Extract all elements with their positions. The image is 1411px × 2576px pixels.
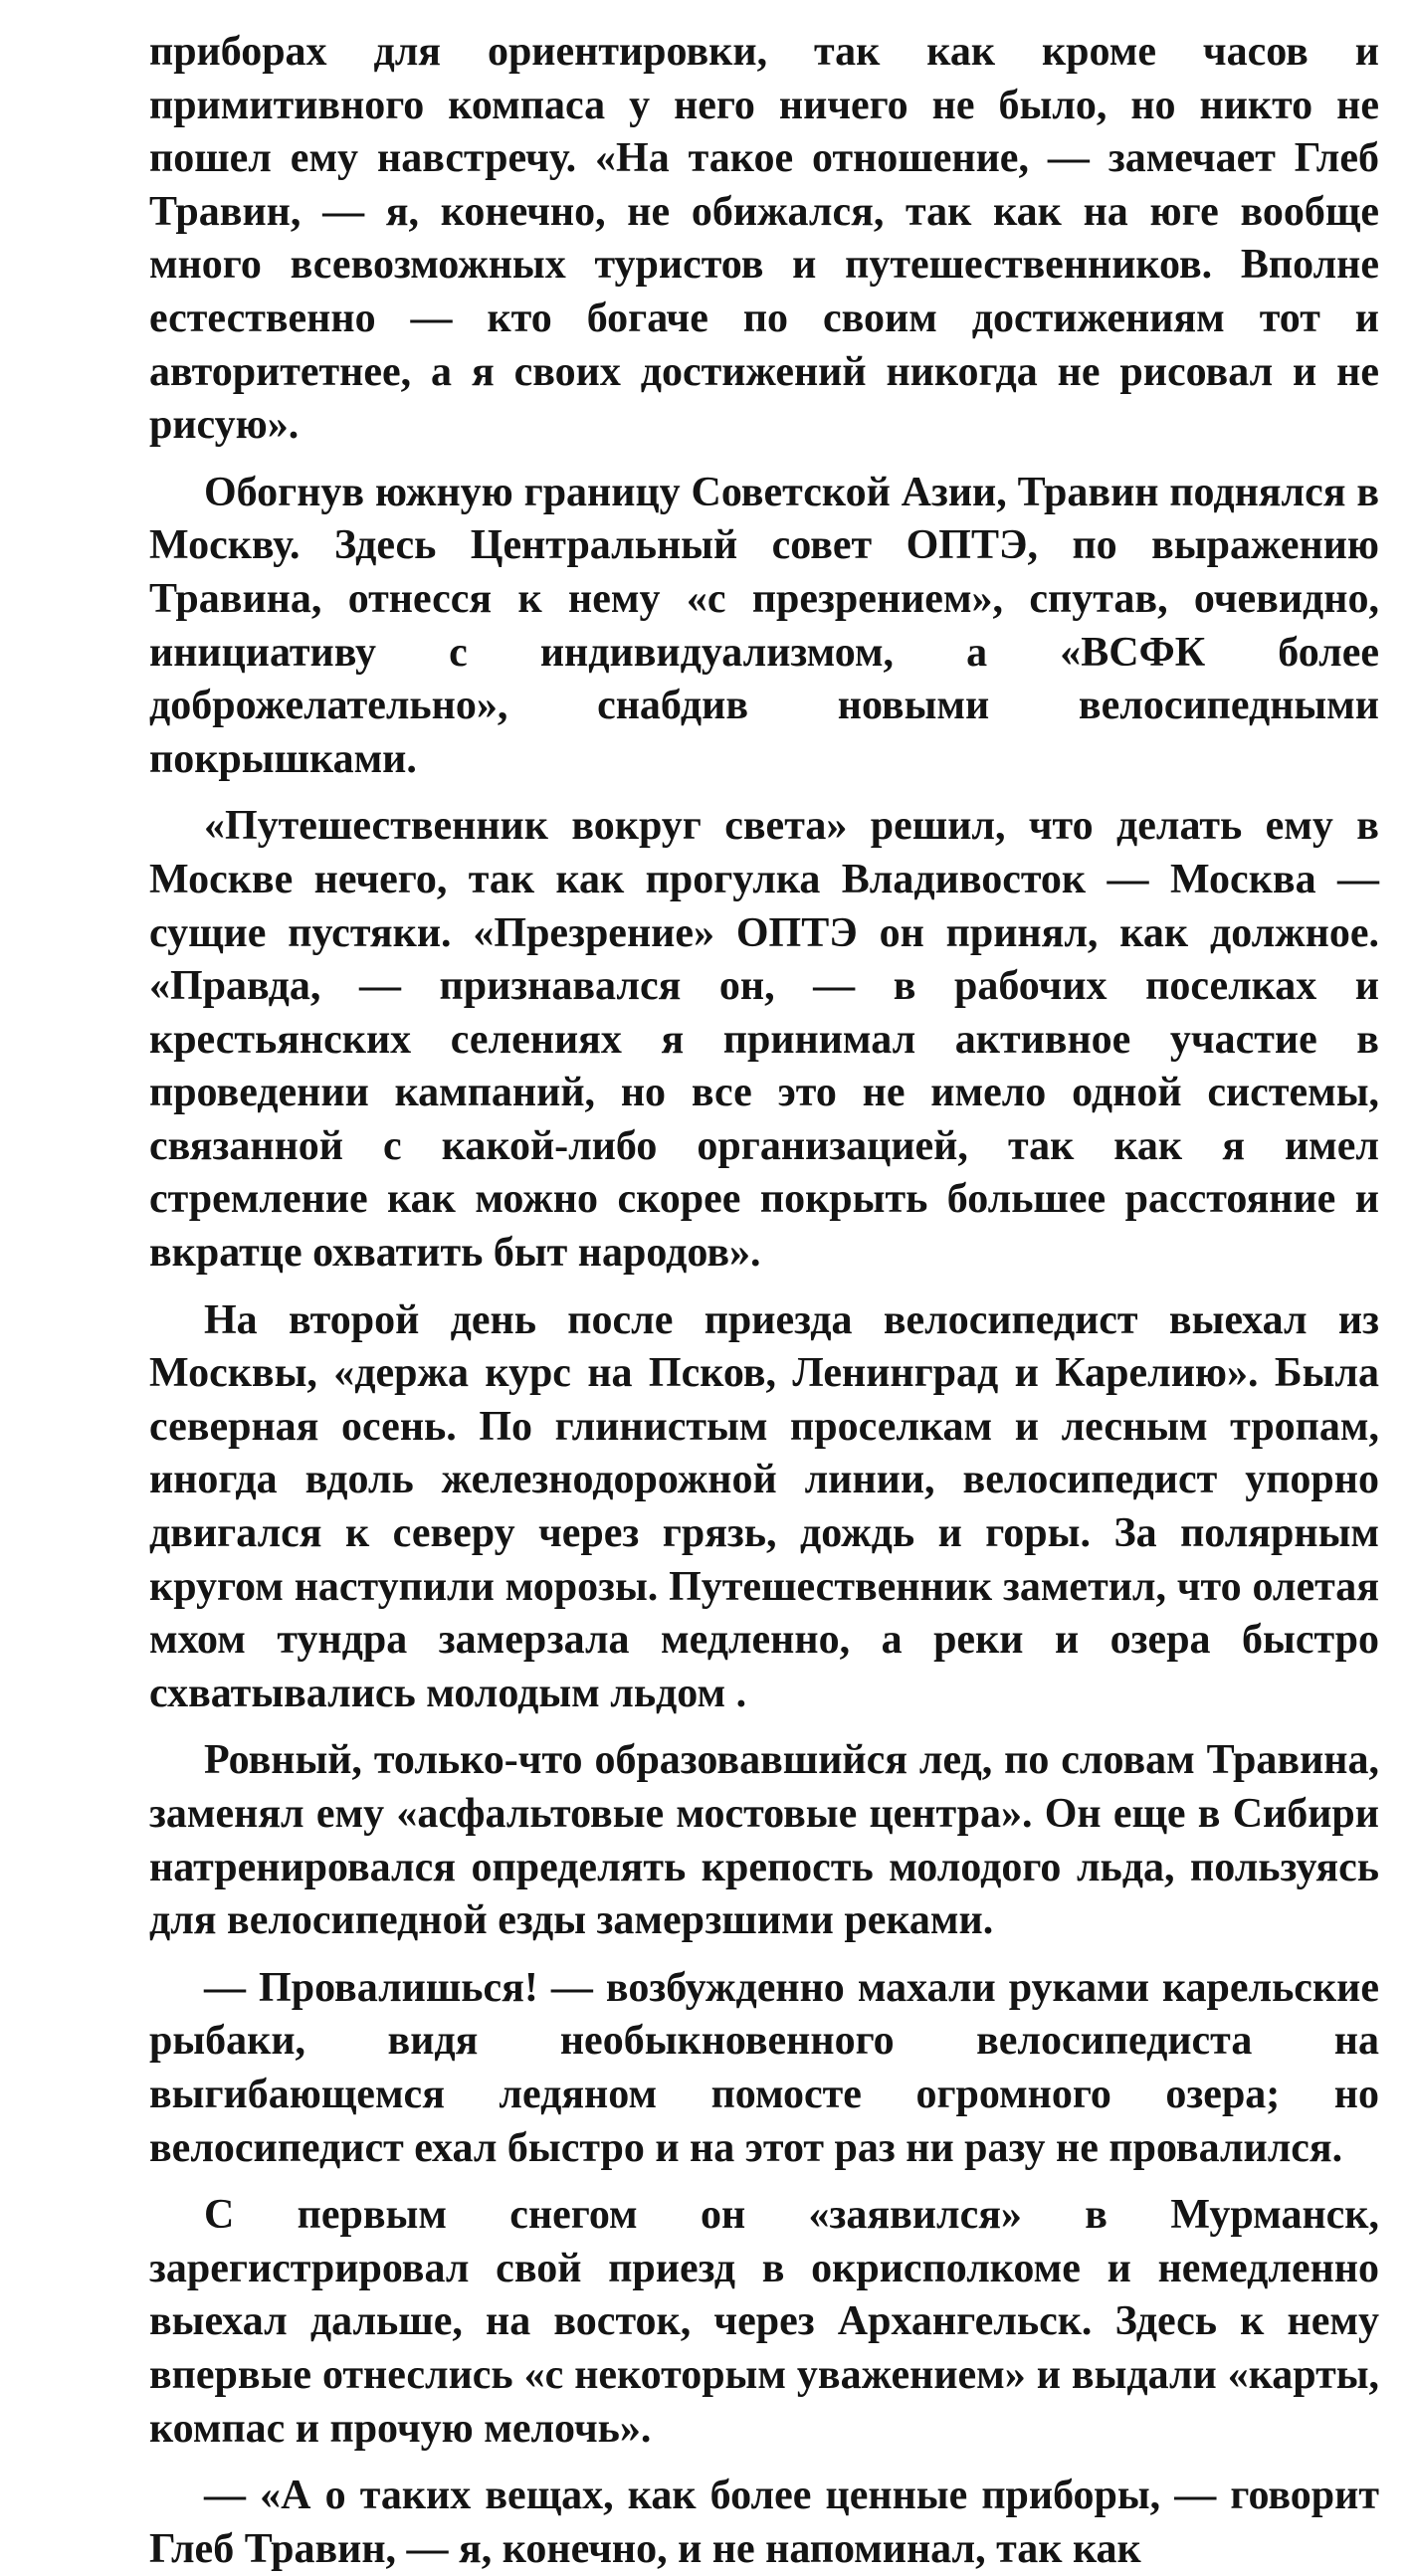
paragraph-7: С первым снегом он «заявился» в Мурманск, зарегистрировал свой приезд в окрисполкоме и немедленно выехал дальше, на восток, через Архангельск. Здесь к нему впервые отнеслись «с некоторым уважением» и выдали «карты, компас и прочую мелочь». [149, 2192, 1379, 2452]
paragraph-2: Обогнув южную границу Советской Азии, Травин поднялся в Москву. Здесь Центральный совет ОПТЭ, по выражению Травина, отнесся к нему «с презрением», спутав, очевидно, инициативу с индивидуализмом, а «ВСФК более доброжелательно», снабдив новыми велосипедными покрышками. [149, 469, 1379, 782]
document-page [149, 26, 1379, 2572]
paragraph-3: «Путешественник вокруг света» решил, что делать ему в Москве нечего, так как прогулка Владивосток — Москва — сущие пустяки. «Презрение» ОПТЭ он принял, как должное. «Правда, — признавался он, — в рабочих поселках и крестьянских селениях я принимал активное участие в проведении кампаний, но все это не имело одной системы, связанной с какой-либо организацией, так как я имел стремление как можно скорее покрыть большее расстояние и вкратце охватить быт народов». [149, 803, 1379, 1277]
paragraph-8: — «А о таких вещах, как более ценные приборы, — говорит Глеб Травин, — я, конечно, и не напоминал, так как [149, 2473, 1379, 2572]
paragraph-4: На второй день после приезда велосипедист выехал из Москвы, «держа курс на Псков, Ленинград и Карелию». Была северная осень. По глинистым проселкам и лесным тропам, иногда вдоль железнодорожной линии, велосипедист упорно двигался к северу через грязь, дождь и горы. За полярным кругом наступили морозы. Путешественник заметил, что олетая мхом тундра замерзала медленно, а реки и озера быстро схватывались молодым льдом . [149, 1296, 1379, 1716]
paragraph-5: Ровный, только-что образовавшийся лед, по словам Травина, заменял ему «асфальтовые мостовые центра». Он еще в Сибири натренировался определять крепость молодого льда, пользуясь для велосипедной езды замерзшими реками. [149, 1737, 1379, 1944]
paragraph-6: — Провалишься! — возбужденно махали руками карельские рыбаки, видя необыкновенного велосипедиста на выгибающемся ледяном помосте огромного озера; но велосипедист ехал быстро и на этот раз ни разу не провалился. [149, 1964, 1379, 2171]
paragraph-1: приборах для ориентировки, так как кроме часов и примитивного компаса у него ничего не было, но никто не пошел ему навстречу. «На такое отношение, — замечает Глеб Травин, — я, конечно, не обижался, так как на юге вообще много всевозможных туристов и путешественников. Вполне естественно — кто богаче по своим достижениям тот и авторитетнее, а я своих достижений никогда не рисовал и не рисую». [149, 29, 1379, 449]
